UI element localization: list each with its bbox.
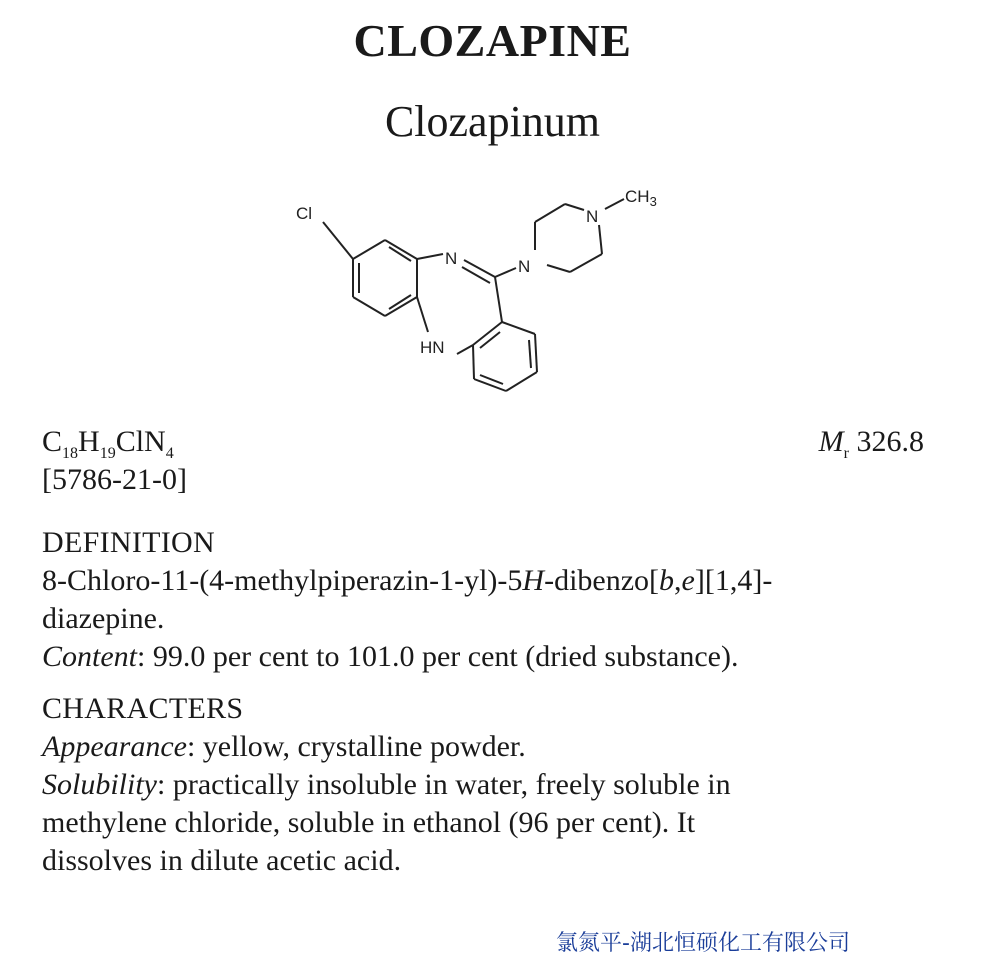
bond — [353, 297, 385, 316]
relative-molecular-mass: $M_r$ 326.8 — [818, 425, 924, 462]
bond — [565, 204, 584, 210]
bond — [353, 240, 385, 259]
atom-ch3: $CH_3$ — [625, 187, 657, 209]
bond — [473, 345, 474, 379]
structural-formula — [290, 182, 680, 407]
bond — [570, 254, 602, 272]
bond — [506, 372, 537, 391]
atom-n-imine: N — [445, 249, 458, 268]
content-line: Content: 99.0 per cent to 101.0 per cent (dried substance). — [42, 640, 739, 673]
bond — [417, 297, 428, 332]
bond — [605, 199, 624, 209]
atom-n-piperazine-1: N — [518, 257, 531, 276]
solubility-line: Solubility: practically insoluble in water, freely soluble in — [42, 768, 731, 801]
bond — [535, 204, 565, 222]
definition-heading: DEFINITION — [42, 526, 215, 559]
definition-section — [42, 524, 942, 676]
bond-inner — [529, 340, 531, 368]
watermark-caption: 氯氮平-湖北恒硕化工有限公司 — [556, 931, 850, 956]
characters-heading: CHARACTERS — [42, 692, 244, 725]
bond — [417, 254, 443, 259]
bond-double — [462, 267, 490, 283]
bond — [535, 334, 537, 372]
bond-inner — [480, 332, 500, 348]
bond — [457, 345, 473, 354]
bond — [502, 322, 535, 334]
bond — [547, 265, 570, 272]
bond — [385, 297, 417, 316]
solubility-line-2: methylene chloride, soluble in ethanol (96 per cent). It — [42, 806, 696, 839]
bond — [495, 277, 502, 322]
solubility-line-3: dissolves in dilute acetic acid. — [42, 844, 402, 877]
cas-number: [5786-21-0] — [42, 463, 187, 496]
latin-name: Clozapinum — [384, 97, 601, 146]
page-title: CLOZAPINE — [353, 15, 632, 66]
chemical-name: 8-Chloro-11-(4-methylpiperazin-1-yl)-5H-dibenzo[b,e][1,4]- — [42, 564, 773, 597]
characters-section — [42, 690, 942, 880]
bond — [464, 260, 495, 277]
atom-cl: Cl — [296, 204, 313, 223]
bond — [599, 225, 602, 254]
molecular-formula: $C_{18}H_{19}ClN_4$ — [42, 425, 174, 462]
chemical-name-continued: diazepine. — [42, 602, 165, 635]
bond — [323, 222, 353, 259]
atom-n-piperazine-4: N — [586, 207, 599, 226]
bond — [495, 268, 516, 277]
appearance-line: Appearance: yellow, crystalline powder. — [42, 730, 526, 763]
atom-hn: HN — [420, 338, 445, 357]
bond — [385, 240, 417, 259]
monograph-body — [42, 524, 942, 886]
bond — [474, 379, 506, 391]
